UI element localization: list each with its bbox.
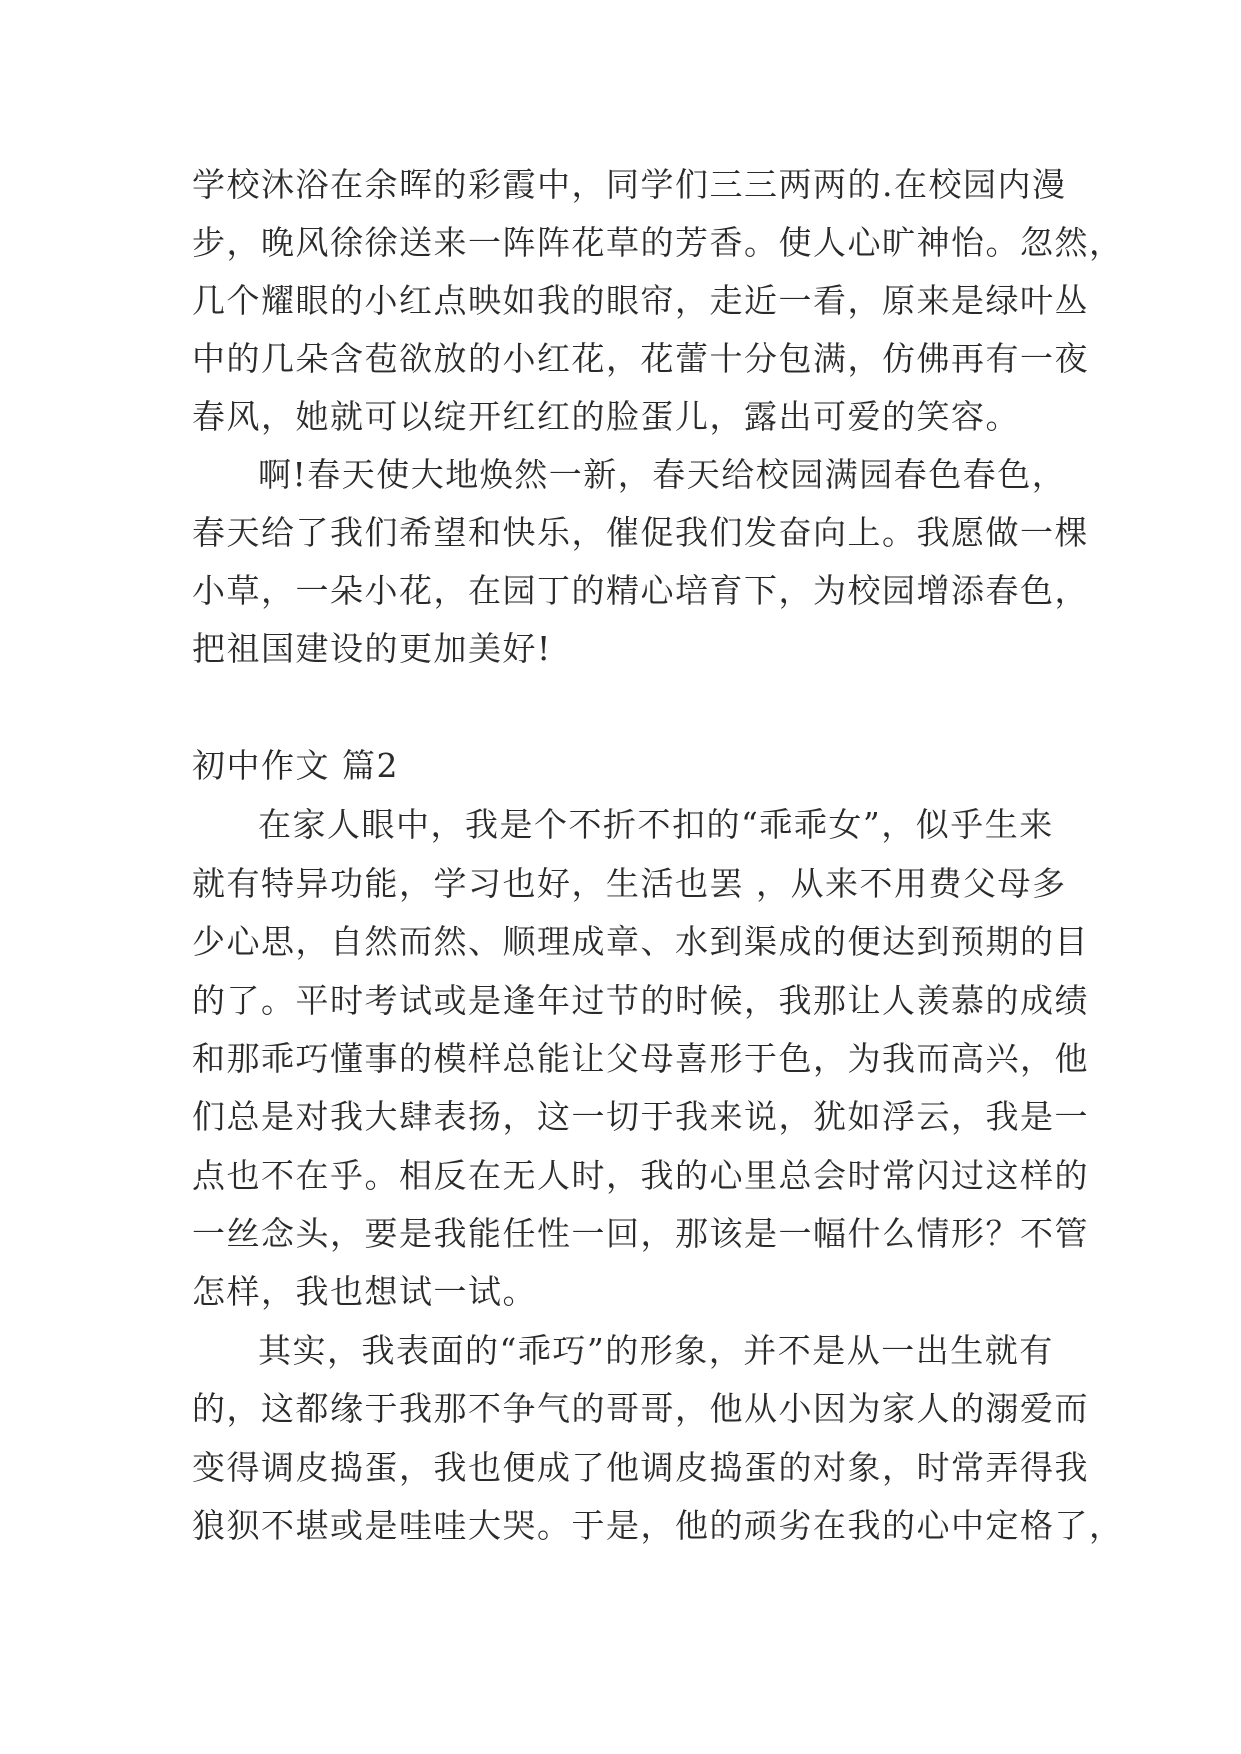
text-line: 就有特异功能，学习也好，生活也罢 ，从来不用费父母多 xyxy=(192,864,1067,903)
text-line: 点也不在乎。相反在无人时，我的心里总会时常闪过这样的 xyxy=(192,1156,1089,1195)
text-line: 在家人眼中，我是个不折不扣的“乖乖女”，似乎生来 xyxy=(258,805,1054,844)
text-line: 春风，她就可以绽开红红的脸蛋儿，露出可爱的笑容。 xyxy=(192,397,1020,436)
text-line: 小草，一朵小花，在园丁的精心培育下，为校园增添春色， xyxy=(192,571,1089,610)
text-line: 中的几朵含苞欲放的小红花，花蕾十分包满，仿佛再有一夜 xyxy=(192,339,1089,378)
text-line: 一丝念头，要是我能任性一回，那该是一幅什么情形？不管 xyxy=(192,1214,1089,1253)
text-line: 春天给了我们希望和快乐，催促我们发奋向上。我愿做一棵 xyxy=(192,513,1089,552)
text-line: 变得调皮捣蛋，我也便成了他调皮捣蛋的对象，时常弄得我 xyxy=(192,1448,1089,1487)
text-line: 和那乖巧懂事的模样总能让父母喜形于色，为我而高兴，他 xyxy=(192,1039,1089,1078)
text-line: 学校沐浴在余晖的彩霞中，同学们三三两两的.在校园内漫 xyxy=(192,165,1067,204)
text-line: 步，晚风徐徐送来一阵阵花草的芳香。使人心旷神怡。忽然， xyxy=(192,223,1124,262)
text-line: 其实，我表面的“乖巧”的形象，并不是从一出生就有 xyxy=(258,1331,1054,1370)
text-line: 几个耀眼的小红点映如我的眼帘，走近一看，原来是绿叶丛 xyxy=(192,281,1089,320)
text-line: 的，这都缘于我那不争气的哥哥，他从小因为家人的溺爱而 xyxy=(192,1389,1089,1428)
text-line: 怎样，我也想试一试。 xyxy=(192,1272,537,1311)
text-line: 狼狈不堪或是哇哇大哭。于是，他的顽劣在我的心中定格了， xyxy=(192,1506,1124,1545)
text-line: 少心思，自然而然、顺理成章、水到渠成的便达到预期的目 xyxy=(192,922,1089,961)
text-line: 们总是对我大肆表扬，这一切于我来说，犹如浮云，我是一 xyxy=(192,1097,1089,1136)
text-line: 的了。平时考试或是逢年过节的时候，我那让人羡慕的成绩 xyxy=(192,981,1089,1020)
text-line: 啊!春天使大地焕然一新，春天给校园满园春色春色， xyxy=(258,455,1067,494)
section-heading: 初中作文 篇2 xyxy=(192,746,399,785)
text-line: 把祖国建设的更加美好! xyxy=(192,629,552,668)
